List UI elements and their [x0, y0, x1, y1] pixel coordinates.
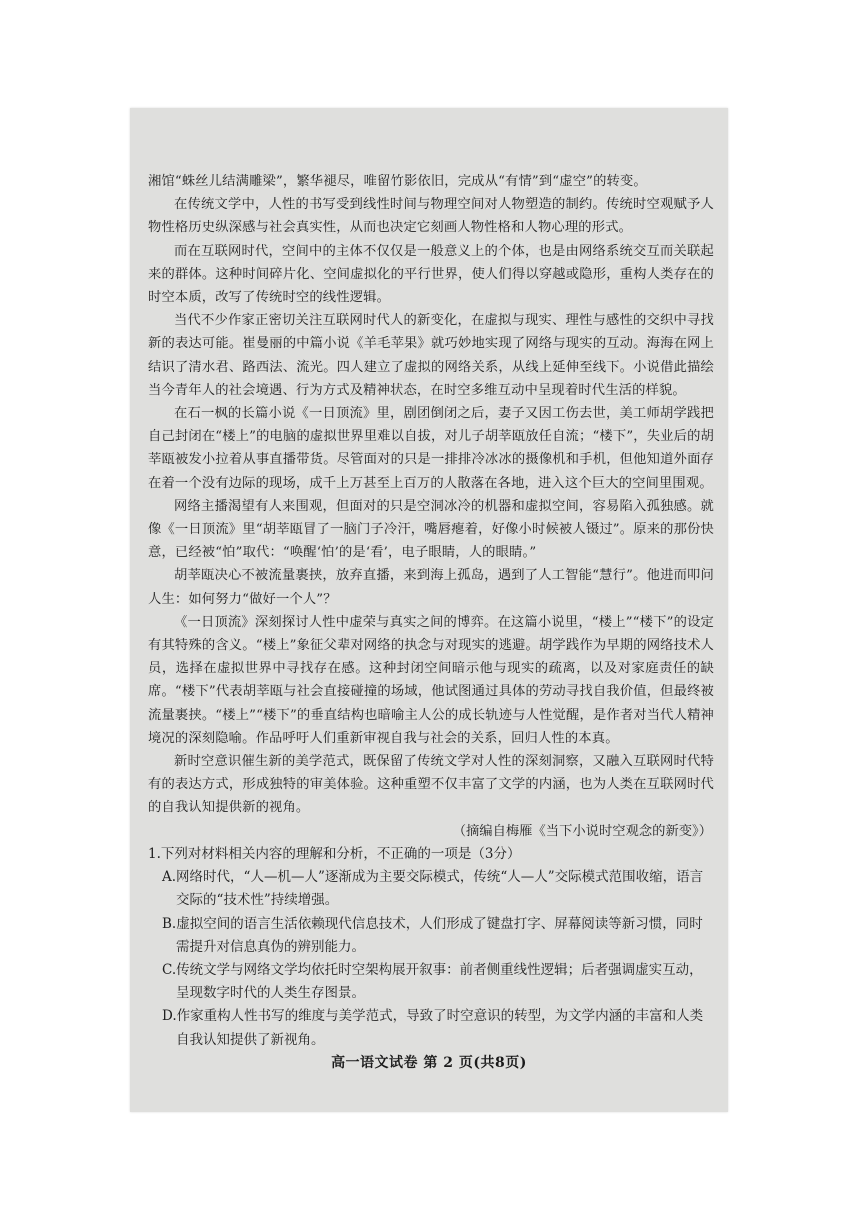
- passage-paragraph: 当代不少作家正密切关注互联网时代人的新变化，在虚拟与现实、理性与感性的交织中寻找新的表达可能。崔曼丽的中篇小说《羊毛苹果》就巧妙地实现了网络与现实的互动。海海在网上结识了清水君、路西法、流光。四人建立了虚拟的网络关系，从线上延伸至线下。小说借此描绘当今青年人的社会境遇、行为方式及精神状态，在时空多维互动中呈现着时代生活的样貌。: [148, 313, 714, 398]
- passage-paragraph: 在石一枫的长篇小说《一日顶流》里，剧团倒闭之后，妻子又因工伤去世，美工师胡学践把自己封闭在“楼上”的电脑的虚拟世界里难以自拔，对儿子胡莘瓯放任自流；“楼下”，失业后的胡莘瓯被发小拉着从事直播带货。尽管面对的只是一排排冷冰冰的摄像机和手机，但他知道外面存在着一个没有边际的现场，成千上万甚至上百万的人散落在各地，进入这个巨大的空间里围观。: [148, 406, 714, 491]
- passage-paragraph: 新时空意识催生新的美学范式，既保留了传统文学对人性的深刻洞察，又融入互联网时代特有的表达方式，形成独特的审美体验。这种重塑不仅丰富了文学的内涵，也为人类在互联网时代的自我认知提供新的视角。: [148, 754, 714, 816]
- reading-passage: [148, 170, 714, 820]
- exam-page: [130, 108, 728, 1112]
- page-footer: 高一语文试卷 第 2 页(共8页): [331, 1055, 527, 1071]
- option-c: C.传统文学与网络文学均依托时空架构展开叙事：前者侧重线性逻辑；后者强调虚实互动，呈现数字时代的人类生存图景。: [162, 962, 703, 1002]
- passage-paragraph: 《一日顶流》深刻探讨人性中虚荣与真实之间的博弈。在这篇小说里，“楼上”“楼下”的设定有其特殊的含义。“楼上”象征父辈对网络的执念与对现实的逃避。胡学践作为早期的网络技术人员，选择在虚拟世界中寻找存在感。这种封闭空间暗示他与现实的疏离，以及对家庭责任的缺席。“楼下”代表胡莘瓯与社会直接碰撞的场域，他试图通过具体的劳动寻找自我价值，但最终被流量裹挟。“楼上”“楼下”的垂直结构也暗喻主人公的成长轨迹与人性觉醒，是作者对当代人精神境况的深刻隐喻。作品呼吁人们重新审视自我与社会的关系，回归人性的本真。: [148, 614, 714, 746]
- source-citation: （摘编自梅雁《当下小说时空观念的新变》）: [452, 823, 712, 839]
- passage-paragraph: 而在互联网时代，空间中的主体不仅仅是一般意义上的个体，也是由网络系统交互而关联起来的群体。这种时间碎片化、空间虚拟化的平行世界，使人们得以穿越或隐形，重构人类存在的时空本质，改写了传统时空的线性逻辑。: [148, 243, 714, 306]
- option-b: B.虚拟空间的语言生活依赖现代信息技术，人们形成了键盘打字、屏幕阅读等新习惯，同时需提升对信息真伪的辨别能力。: [162, 915, 703, 955]
- option-a: A.网络时代，“人—机—人”逐渐成为主要交际模式，传统“人—人”交际模式范围收缩，语言交际的“技术性”持续增强。: [162, 869, 704, 909]
- passage-paragraph: 在传统文学中，人性的书写受到线性时间与物理空间对人物塑造的制约。传统时空观赋予人物性格历史纵深感与社会真实性，从而也决定它刻画人物性格和人物心理的形式。: [148, 197, 714, 236]
- passage-paragraph: 网络主播渴望有人来围观，但面对的只是空洞冰冷的机器和虚拟空间，容易陷入孤独感。就像《一日顶流》里“胡莘瓯冒了一脑门子冷汗，嘴唇瘪着，好像小时候被人镊过”。原来的那份快意，已经被“怕”取代：“唤醒‘怕’的是‘看’，电子眼睛，人的眼睛。”: [148, 498, 714, 561]
- passage-paragraph: 胡莘瓯决心不被流量裹挟，放弃直播，来到海上孤岛，遇到了人工智能“慧行”。他进而叩问人生：如何努力“做好一个人”？: [148, 568, 714, 607]
- question-stem: 1.下列对材料相关内容的理解和分析，不正确的一项是（3分）: [148, 845, 521, 862]
- passage-paragraph: 湘馆“蛛丝儿结满雕梁”，繁华褪尽，唯留竹影依旧，完成从“有情”到“虚空”的转变。: [148, 174, 647, 189]
- page-content: [148, 170, 714, 1052]
- option-d: D.作家重构人性书写的维度与美学范式，导致了时空意识的转型，为文学内涵的丰富和人类自我认知提供了新视角。: [162, 1008, 704, 1048]
- question-1: [148, 843, 714, 1052]
